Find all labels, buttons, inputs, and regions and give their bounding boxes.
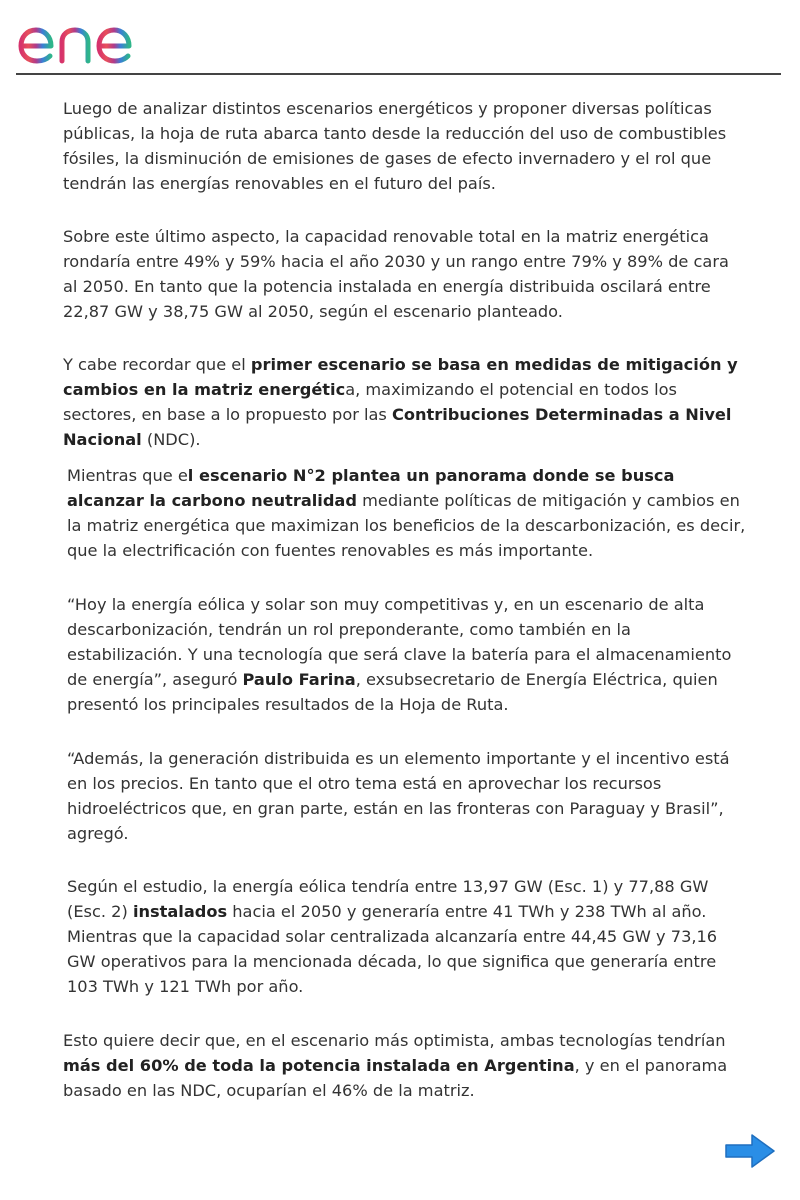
header (0, 0, 800, 76)
paragraph-4 (67, 463, 747, 563)
text-run: Mientras que e (67, 466, 188, 485)
paragraph-6 (67, 746, 747, 846)
next-page-button[interactable] (724, 1132, 776, 1170)
text-run: Y cabe recordar que el (63, 355, 251, 374)
arrow-right-icon (724, 1132, 776, 1170)
text-run: “Hoy la energía eólica y solar son muy competitivas y, en un escenario de alta descarbonización, tendrán un rol preponderante, como también en la estabilización. Y una tecnología que será clave la batería para el almacenamiento de energía”, aseguró (67, 595, 732, 689)
bold-text-run: Paulo Farina (242, 670, 356, 689)
text-run: hacia el 2050 y generaría entre 41 TWh y 238 TWh al año. Mientras que la capacidad solar centralizada alcanzaría entre 44,45 GW y 73,16 GW operativos para la mencionada década, lo que significa que generaría entre 103 TWh y 121 TWh por año. (67, 902, 718, 996)
paragraph-3 (63, 352, 743, 452)
enel-logo[interactable] (18, 8, 170, 66)
text-run: “Además, la generación distribuida es un elemento importante y el incentivo está en los precios. En tanto que el otro tema está en aprovechar los recursos hidroeléctricos que, en gran parte, están en las fronteras con Paraguay y Brasil”, agregó. (67, 749, 730, 843)
text-run: , y en el panorama basado en las NDC, ocuparían el 46% de la matriz. (63, 1056, 728, 1100)
text-run: Según el estudio, la energía eólica tendría entre 13,97 GW (Esc. 1) y 77,88 GW (Esc. 2) (67, 877, 709, 921)
paragraph-2 (63, 224, 743, 324)
bold-text-run: l escenario N°2 plantea un panorama donde se busca alcanzar la carbono neutralidad (67, 466, 675, 510)
paragraph-1 (63, 96, 743, 196)
paragraph-7 (67, 874, 747, 999)
text-run: Esto quiere decir que, en el escenario más optimista, ambas tecnologías tendrían (63, 1031, 726, 1050)
text-run: , exsubsecretario de Energía Eléctrica, quien presentó los principales resultados de la Hoja de Ruta. (67, 670, 718, 714)
header-divider (16, 73, 781, 75)
text-run: (NDC). (141, 430, 201, 449)
paragraph-5 (67, 592, 747, 717)
text-run: Sobre este último aspecto, la capacidad renovable total en la matriz energética rondaría entre 49% y 59% hacia el año 2030 y un rango entre 79% y 89% de cara al 2050. En tanto que la potencia instalada en energía distribuida oscilará entre 22,87 GW y 38,75 GW al 2050, según el escenario planteado. (63, 227, 729, 321)
paragraph-8 (63, 1028, 743, 1103)
text-run: Luego de analizar distintos escenarios energéticos y proponer diversas políticas públicas, la hoja de ruta abarca tanto desde la reducción del uso de combustibles fósiles, la disminución de emisiones de gases de efecto invernadero y el rol que tendrán las energías renovables en el futuro del país. (63, 99, 727, 193)
bold-text-run: instalados (132, 902, 228, 921)
text-run: mediante políticas de mitigación y cambios en la matriz energética que maximizan los beneficios de la descarbonización, es decir, que la electrificación con fuentes renovables es más importante. (67, 491, 746, 560)
bold-text-run: Contribuciones Determinadas a Nivel Nacional (63, 405, 732, 449)
text-run: a, maximizando el potencial en todos los sectores, en base a lo propuesto por las (63, 380, 677, 424)
bold-text-run: primer escenario se basa en medidas de mitigación y cambios en la matriz energétic (63, 355, 738, 399)
bold-text-run: más del 60% de toda la potencia instalada en Argentina (63, 1056, 575, 1075)
